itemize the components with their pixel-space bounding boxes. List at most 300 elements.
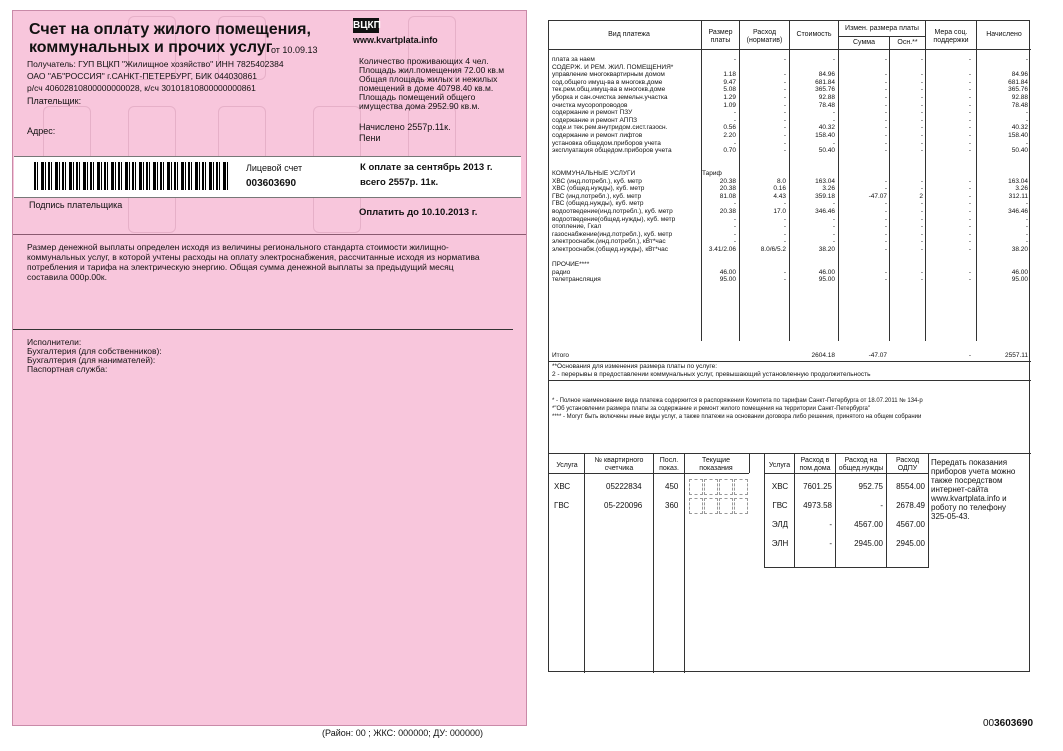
charge-row-rate: 1.09 [723,101,736,109]
charge-row-rate: - [733,223,736,231]
header-subline [838,36,925,37]
meter-header-prev: Посл. показ. [659,457,679,472]
charge-row-change: - [884,71,887,79]
charge-row-support: - [968,230,971,238]
notes-line [549,380,1031,381]
charge-row-rate: 20.38 [719,208,736,215]
charge-row-name: уборка и сан.очистка земельн.участка [552,94,668,101]
meter-prev-gvs: 360 [665,501,679,510]
consumption-odpu: 2945.00 [896,539,925,548]
charge-row-change: - [884,223,887,231]
reading-digit-box[interactable] [689,498,703,514]
charge-row-cost: 3.26 [822,185,835,193]
bottom-account-prefix: 00 [983,718,995,729]
charge-row-total: 312.11 [1008,192,1028,200]
charge-row-total: 40.32 [1011,124,1028,132]
charge-row-change: - [884,124,887,132]
charge-row-name: отопление, Гкал [552,223,602,231]
charge-row-basis: 2 [919,192,923,200]
contact-executors: Исполнители: [27,337,82,347]
charge-row-rate: 95.00 [719,276,736,284]
header-support: Мера соц. поддержки [933,29,969,44]
charge-row-total: 158.40 [1008,132,1028,139]
charge-row-basis: - [920,215,923,223]
charge-row-name: сод.общего имущ-ва в многокв.доме [552,78,663,86]
charge-row-cost: 46.00 [818,268,835,276]
charge-row-cost: 40.32 [818,124,835,132]
charge-row-change: - [884,177,887,185]
charge-row-change: - [884,268,887,276]
charge-row-cost: - [832,200,835,208]
meter-col [653,453,654,673]
charge-row-support: - [968,208,971,215]
header-basis: Осн.** [897,39,918,46]
charge-row-usage: - [783,132,786,139]
charge-row-name: телетрансляция [552,276,601,284]
header-cost: Стоимость [796,31,832,38]
meter-number-hvs: 05222834 [606,482,642,491]
charge-row-support: - [968,192,971,200]
charge-row-total: 95.00 [1011,276,1028,284]
charge-row-total: - [1025,238,1028,246]
meter-col [684,453,685,673]
header-change: Измен. размера платы [845,25,919,32]
meter-number-gvs: 05-220096 [604,501,643,510]
cons-header-apartment: Расход в пом.дома [799,457,831,472]
charge-row-name: водоотведение(общед.нужды), куб. метр [552,215,676,223]
charge-row-cost: - [832,238,835,246]
bank-line: ОАО "АБ"РОССИЯ" г.САНКТ-ПЕТЕРБУРГ, БИК 044030861 [27,71,257,81]
charge-row-usage: - [783,238,786,246]
totals-charged: 2557.11 [1004,352,1028,359]
charge-row-change: - [884,109,887,117]
charge-row-rate: 2.20 [723,132,736,139]
charge-row-usage: - [783,223,786,231]
subsidy-text-2: коммунальных услуг, в которой учтены расходы на оплату электроснабжения, рассчитанные исходя из норматива [27,252,480,262]
charge-row-name: плата за наем [552,56,595,63]
charge-row-usage: - [783,268,786,276]
charge-row-basis: - [920,71,923,79]
charge-row-basis: - [920,78,923,86]
charge-row-rate: 5.08 [723,86,736,94]
subsidy-text-3: потребления и тарифа на электрическую энергию. Общая сумма денежной выплаты за предыдущий месяц [27,262,454,272]
charge-row-rate: 46.00 [719,268,736,276]
charge-row-support: - [968,238,971,246]
charge-row-usage: - [783,215,786,223]
charge-row-cost: 359.18 [815,192,835,200]
charge-row-usage: - [783,94,786,101]
cons-header-line [764,473,928,474]
charge-row-cost: 78.48 [818,101,835,109]
charge-row-change: - [884,200,887,208]
charge-row-change: - [884,276,887,284]
cons-col [928,453,929,568]
charge-row-change: - [884,215,887,223]
charge-row-change: - [884,147,887,155]
charge-row-support: - [968,268,971,276]
charge-row-cost: - [832,109,835,117]
charge-row-support: - [968,185,971,193]
meter-col [584,453,585,673]
bottom-account-bold: 3603690 [994,718,1034,729]
reading-digit-box[interactable] [704,498,718,514]
header-charged: Начислено [986,31,1022,38]
charge-row-cost: - [832,56,835,63]
charge-row-total: 38.20 [1011,246,1028,253]
charge-row-basis: - [920,223,923,231]
charge-row-cost: - [832,116,835,124]
charge-row-total: 681.84 [1008,78,1028,86]
charge-row-basis: - [920,246,923,253]
charge-row-cost: 92.88 [818,94,835,101]
footnote-2: *"Об установлении размера платы за содержание и ремонт жилого помещения на территории Санкт-Петербурга" [552,406,870,412]
charge-row-usage: - [783,78,786,86]
footnote-3: **** - Могут быть включены иные виды услуг, а также платежи на основании договора либо решения, принятого на общем собрании [552,414,922,420]
recipient-line: Получатель: ГУП ВЦКП "Жилищное хозяйство" ИНН 7825402384 [27,59,284,69]
charge-row-basis: - [920,56,923,63]
charge-row-rate: 1.29 [723,94,736,101]
reading-digit-box[interactable] [734,498,748,514]
charge-row-cost: 681.84 [815,78,835,86]
charge-row-rate: 0.70 [723,147,736,155]
charge-row-change: - [884,238,887,246]
cons-header-service: Услуга [768,462,791,469]
charge-row-name: ПРОЧИЕ**** [552,261,590,269]
bottom-account-number [983,718,1033,729]
charge-row-support: - [968,200,971,208]
charge-row-support: - [968,177,971,185]
due-month: К оплате за сентябрь 2013 г. [360,162,493,173]
charge-row-usage: 17.0 [773,208,786,215]
charge-row-basis: - [920,101,923,109]
charge-row-total: - [1025,215,1028,223]
charge-row-cost: 163.04 [815,177,835,185]
charge-row-usage: 0.16 [773,185,786,193]
header-usage: Расход (норматив) [746,29,783,44]
charge-row-change: - [884,78,887,86]
charge-row-support: - [968,246,971,253]
charge-row-name: ХВС (инд.потребл.), куб. метр [552,177,642,185]
charge-row-total: 365.76 [1008,86,1028,94]
subsidy-text-4: составила 000р.00к. [27,272,107,282]
reading-digit-box[interactable] [704,479,718,495]
charge-row-usage: - [783,109,786,117]
charge-row-total: 92.88 [1011,94,1028,101]
readings-note-7: 325-05-43. [931,512,970,521]
charge-row-rate: 1.18 [723,71,736,79]
district-footer: (Район: 00 ; ЖКС: 000000; ДУ: 000000) [322,728,483,738]
cons-col [764,453,765,568]
charge-row-cost: 158.40 [815,132,835,139]
charge-row-name: содержание и ремонт лифтов [552,132,643,139]
header-payment-type: Вид платежа [608,31,650,38]
charge-row-basis: - [920,177,923,185]
charge-row-usage: 8.0 [776,177,786,185]
signature-label: Подпись плательщика [29,200,123,210]
header-fee-size: Размер платы [708,29,733,44]
contact-owners: Бухгалтерия (для собственников): [27,346,162,356]
charge-row-change: - [884,139,887,147]
charge-row-support: - [968,139,971,147]
charge-row-change: - [884,208,887,215]
account-label: Лицевой счет [246,163,303,173]
charge-row-rate: 3.41/2.06 [708,246,736,253]
charge-row-basis: - [920,124,923,132]
account-band [14,156,521,198]
header-line [549,49,1031,50]
charge-row-change: - [884,116,887,124]
totals-cost: 2604.18 [811,352,835,359]
charge-row-name: КОММУНАЛЬНЫЕ УСЛУГИ [552,170,636,177]
charge-row-name: содержание и ремонт АППЗ [552,116,638,124]
residents-info: Количество проживающих 4 чел. [359,56,489,66]
charge-row-change: -47.07 [868,192,887,200]
charge-row-name: ГВС (инд.потребл.), куб. метр [552,192,642,200]
consumption-common: 2945.00 [854,539,883,548]
bill-title-line1: Счет на оплату жилого помещения, [29,21,311,38]
due-total: всего 2557р. 11к. [360,177,439,188]
charge-row-total: - [1025,223,1028,231]
charge-row-rate: 20.38 [719,177,736,185]
readings-note-4: интернет-сайта [931,485,989,494]
charge-row-basis: - [920,276,923,284]
charge-row-usage: 8.0/6/5.2 [760,246,786,253]
penalty-label: Пени [359,133,381,143]
charge-row-usage: - [783,86,786,94]
charge-row-change: - [884,86,887,94]
charge-row-rate: - [733,238,736,246]
charge-row-rate: - [733,116,736,124]
charge-row-total: 163.04 [1008,177,1028,185]
charge-row-name: водоотведение(инд.потребл.), куб. метр [552,208,673,215]
readings-note-2: приборов учета можно [931,467,1016,476]
charge-row-name: ХВС (общед.нужды), куб. метр [552,185,645,193]
charge-row-name: эксплуатация общедом.приборов учета [552,147,672,155]
meter-header-number: № квартирного счетчика [594,457,644,472]
meter-col [749,453,750,473]
charge-row-total: - [1025,200,1028,208]
notes-basis-2: 2 - перерывы в предоставлении коммунальных услуг, превышающий установленную продолжительность [552,371,871,378]
charge-row-name: газоснабжение(инд.потребл.), куб. метр [552,230,673,238]
charge-row-basis: - [920,208,923,215]
charge-row-change: - [884,94,887,101]
charge-row-name: радио [552,268,571,276]
charge-row-support: - [968,147,971,155]
charge-row-total: 3.26 [1015,185,1028,193]
charges-form [548,20,1030,672]
readings-note-1: Передать показания [931,458,1008,467]
subsidy-text-1: Размер денежной выплаты определен исходя из величины регионального стандарта стоимости жилищно- [27,242,449,252]
charge-row-change: - [884,56,887,63]
charge-row-change: - [884,101,887,109]
barcode [34,162,229,190]
bank-account-line: р/сч 40602810800000000028, к/сч 30101810800000000861 [27,83,256,93]
charge-row-name: установка общедом.приборов учета [552,139,661,147]
reading-digit-box[interactable] [719,498,733,514]
charge-row-change: - [884,246,887,253]
charge-row-rate: 9.47 [723,78,736,86]
charge-row-usage: - [783,56,786,63]
charge-row-cost: - [832,139,835,147]
reading-digit-box[interactable] [689,479,703,495]
meter-prev-hvs: 450 [665,482,679,491]
consumption-common: 4567.00 [854,520,883,529]
charge-row-cost: - [832,215,835,223]
address-label: Адрес: [27,126,56,136]
charge-row-support: - [968,94,971,101]
charge-row-basis: - [920,139,923,147]
charge-row-rate: Тариф [702,170,722,177]
charge-row-name: тек.рем.общ.имущ-ва в многокв.доме [552,86,666,94]
charge-row-usage: - [783,200,786,208]
charge-row-total: 346.46 [1008,208,1028,215]
charge-row-usage: 4.43 [773,192,786,200]
totals-support: - [968,352,971,359]
charge-row-rate: 0.56 [723,124,736,132]
charge-row-basis: - [920,200,923,208]
charge-row-total: - [1025,56,1028,63]
consumption-apartment: - [829,520,832,529]
reading-digit-box[interactable] [719,479,733,495]
consumption-common: - [880,501,883,510]
totals-label: Итого [552,352,570,359]
consumption-service: ЭЛД [771,520,789,529]
contact-passport: Паспортная служба: [27,364,108,374]
charge-row-basis: - [920,94,923,101]
charge-row-support: - [968,86,971,94]
header-amount: Сумма [853,39,875,46]
charge-row-basis: - [920,116,923,124]
charge-row-usage: - [783,230,786,238]
charge-row-basis: - [920,132,923,139]
charge-row-support: - [968,56,971,63]
payment-slip [12,10,527,726]
charge-row-name: управление многоквартирным домом [552,71,665,79]
charge-row-total: - [1025,230,1028,238]
common-area-line1: Площадь помещений общего [359,92,476,102]
charge-row-cost: 50.40 [818,147,835,155]
consumption-apartment: - [829,539,832,548]
charge-row-support: - [968,124,971,132]
readings-note-3: также посредством [931,476,1003,485]
charge-row-support: - [968,101,971,109]
charge-row-usage: - [783,124,786,132]
charge-row-usage: - [783,276,786,284]
charge-row-basis: - [920,230,923,238]
cons-header-common: Расход на общед.нужды [838,457,884,472]
charge-row-cost: - [832,230,835,238]
bill-date: от 10.09.13 [271,45,318,55]
consumption-odpu: 2678.49 [896,501,925,510]
consumption-service: ХВС [771,482,789,491]
charge-row-total: - [1025,116,1028,124]
charge-row-total: 46.00 [1011,268,1028,276]
charge-row-total: 78.48 [1011,101,1028,109]
charge-row-support: - [968,132,971,139]
charge-row-support: - [968,78,971,86]
charge-row-basis: - [920,268,923,276]
building-area-line1: Общая площадь жилых и нежилых [359,74,498,84]
totals-line [549,361,1031,362]
charge-row-support: - [968,215,971,223]
charge-row-cost: 365.76 [815,86,835,94]
charge-row-usage: - [783,139,786,147]
meter-header-current: Текущие показания [699,457,733,472]
charge-row-name: электроснабж.(инд.потребл.), кВт*час [552,238,666,246]
footnote-1: * - Полное наименование вида платежа содержится в распоряжении Комитета по тарифам Санкт-Петербурга от 18.07.2011 № 134-р [552,398,923,404]
charge-row-rate: - [733,230,736,238]
charge-row-basis: - [920,86,923,94]
charge-row-basis: - [920,238,923,246]
charge-row-rate: - [733,215,736,223]
charge-row-name: ГВС (общед.нужды), куб. метр [552,200,644,208]
charge-row-rate: 81.08 [719,192,736,200]
consumption-odpu: 4567.00 [896,520,925,529]
cons-header-odpu: Расход ОДПУ [895,457,920,472]
charge-row-change: - [884,185,887,193]
charge-row-cost: 84.96 [818,71,835,79]
charged-amount: Начислено 2557р.11к. [359,122,451,132]
charge-row-usage: - [783,71,786,79]
totals-change: -47.07 [868,352,887,359]
apartment-area: Площадь жил.помещения 72.00 кв.м [359,65,505,75]
consumption-apartment: 7601.25 [803,482,832,491]
charge-row-change: - [884,230,887,238]
charge-row-rate: - [733,200,736,208]
charge-row-support: - [968,223,971,231]
charge-row-basis: - [920,147,923,155]
common-area-line2: имущества дома 2952.90 кв.м. [359,101,480,111]
charge-row-usage: - [783,116,786,124]
divider [13,234,526,235]
charge-row-cost: 95.00 [818,276,835,284]
charge-row-support: - [968,71,971,79]
charge-row-usage: - [783,101,786,109]
charge-row-support: - [968,276,971,284]
vckp-logo: ВЦКП [353,20,381,31]
charge-row-support: - [968,109,971,117]
divider [13,329,513,330]
charge-row-rate: - [733,139,736,147]
readings-note-5: www.kvartplata.info и [931,494,1007,503]
charge-row-usage: - [783,147,786,155]
meter-service-gvs: ГВС [554,501,570,510]
consumption-service: ЭЛН [771,539,789,548]
charge-row-basis: - [920,109,923,117]
charge-row-rate: - [733,109,736,117]
meter-header-service: Услуга [556,462,578,469]
building-area-line2: помещений в доме 40798.40 кв.м. [359,83,494,93]
charge-row-change: - [884,132,887,139]
contact-tenants: Бухгалтерия (для нанимателей): [27,355,156,365]
charge-row-rate: - [733,56,736,63]
cons-bottom-line [764,567,928,568]
account-number: 003603690 [246,178,297,189]
section-line [549,453,1031,454]
charge-row-cost: 346.46 [815,208,835,215]
notes-title: **Основания для изменения размера платы по услуге: [552,363,718,370]
charge-row-name: электроснабж.(общед.нужды), кВт*час [552,246,669,253]
charge-row-name: СОДЕРЖ. И РЕМ. ЖИЛ. ПОМЕЩЕНИЯ* [552,63,674,71]
readings-note-6: роботу по телефону [931,503,1007,512]
charge-row-name: очистка мусоропроводов [552,101,628,109]
meter-service-hvs: ХВС [554,482,571,491]
charge-row-cost: - [832,223,835,231]
consumption-common: 952.75 [858,482,883,491]
charge-row-support: - [968,116,971,124]
meter-header-line [549,473,749,474]
reading-digit-box[interactable] [734,479,748,495]
